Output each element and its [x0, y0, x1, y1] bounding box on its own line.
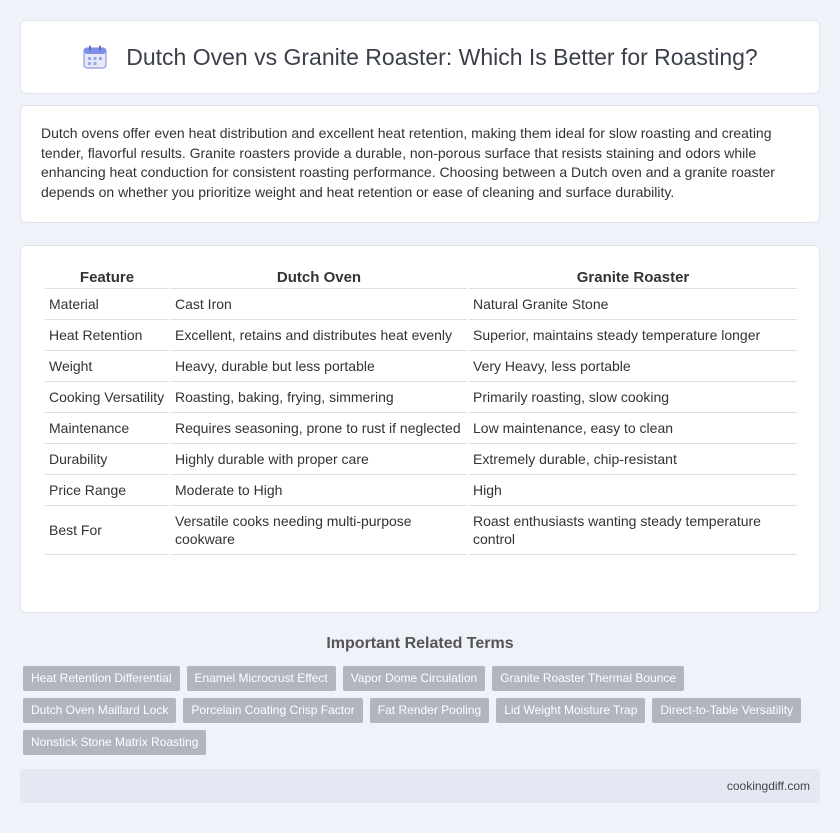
table-row [45, 413, 797, 444]
footer-bar [20, 769, 820, 803]
header-granite-roaster: Granite Roaster [469, 266, 797, 289]
comparison-table [43, 266, 799, 555]
related-terms-list [23, 666, 823, 755]
row-dutch-oven: Heavy, durable but less portable [171, 351, 467, 382]
row-granite-roaster: Roast enthusiasts wanting steady temperature control [469, 506, 797, 555]
related-term-tag[interactable]: Fat Render Pooling [370, 698, 489, 723]
row-granite-roaster: Low maintenance, easy to clean [469, 413, 797, 444]
title-wrap [82, 44, 757, 71]
row-granite-roaster: Very Heavy, less portable [469, 351, 797, 382]
footer-site[interactable]: cookingdiff.com [726, 779, 810, 793]
table-row [45, 444, 797, 475]
table-row [45, 289, 797, 320]
header-card [20, 20, 820, 94]
table-row [45, 351, 797, 382]
row-feature: Material [45, 289, 169, 320]
comparison-table-card [20, 245, 820, 613]
header-dutch-oven: Dutch Oven [171, 266, 467, 289]
related-term-tag[interactable]: Vapor Dome Circulation [343, 666, 486, 691]
related-term-tag[interactable]: Enamel Microcrust Effect [187, 666, 336, 691]
page-title: Dutch Oven vs Granite Roaster: Which Is Better for Roasting? [126, 43, 758, 70]
row-feature: Weight [45, 351, 169, 382]
row-dutch-oven: Cast Iron [171, 289, 467, 320]
row-feature: Durability [45, 444, 169, 475]
related-term-tag[interactable]: Dutch Oven Maillard Lock [23, 698, 176, 723]
row-feature: Heat Retention [45, 320, 169, 351]
row-feature: Best For [45, 506, 169, 555]
table-header-row [45, 266, 797, 289]
intro-card [20, 105, 820, 223]
row-dutch-oven: Roasting, baking, frying, simmering [171, 382, 467, 413]
header-feature: Feature [45, 266, 169, 289]
intro-paragraph: Dutch ovens offer even heat distribution and excellent heat retention, making them ideal for slow roasting and creating tender, flavorful results. Granite roasters provide a durable, non-porous surface that resists staining and odors while enhancing heat conduction for consistent roasting performance. Choosing between a Dutch oven and a granite roaster depends on whether you prioritize weight and heat retention or ease of cleaning and surface durability. [41, 125, 775, 200]
table-row [45, 382, 797, 413]
row-dutch-oven: Versatile cooks needing multi-purpose cookware [171, 506, 467, 555]
row-granite-roaster: Extremely durable, chip-resistant [469, 444, 797, 475]
calendar-icon [82, 44, 108, 70]
row-granite-roaster: Primarily roasting, slow cooking [469, 382, 797, 413]
related-term-tag[interactable]: Granite Roaster Thermal Bounce [492, 666, 684, 691]
row-dutch-oven: Moderate to High [171, 475, 467, 506]
table-row [45, 475, 797, 506]
table-row [45, 320, 797, 351]
row-feature: Maintenance [45, 413, 169, 444]
row-granite-roaster: High [469, 475, 797, 506]
related-term-tag[interactable]: Heat Retention Differential [23, 666, 180, 691]
table-row [45, 506, 797, 555]
related-term-tag[interactable]: Nonstick Stone Matrix Roasting [23, 730, 206, 755]
row-feature: Price Range [45, 475, 169, 506]
related-term-tag[interactable]: Porcelain Coating Crisp Factor [183, 698, 362, 723]
related-term-tag[interactable]: Lid Weight Moisture Trap [496, 698, 645, 723]
row-dutch-oven: Highly durable with proper care [171, 444, 467, 475]
related-terms-title: Important Related Terms [326, 635, 514, 652]
row-granite-roaster: Superior, maintains steady temperature longer [469, 320, 797, 351]
related-term-tag[interactable]: Direct-to-Table Versatility [652, 698, 801, 723]
row-granite-roaster: Natural Granite Stone [469, 289, 797, 320]
row-dutch-oven: Requires seasoning, prone to rust if neglected [171, 413, 467, 444]
row-feature: Cooking Versatility [45, 382, 169, 413]
row-dutch-oven: Excellent, retains and distributes heat evenly [171, 320, 467, 351]
